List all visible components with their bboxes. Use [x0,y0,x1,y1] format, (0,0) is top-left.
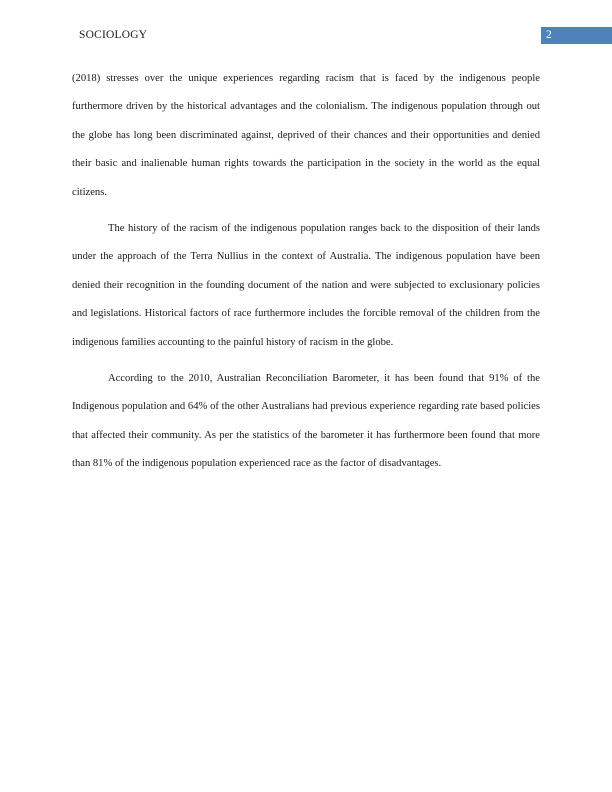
page-number: 2 [546,29,552,41]
paragraph-continued: (2018) stresses over the unique experiences regarding racism that is faced by the indigenous people furthermore driven by the historical advantages and the colonialism. The indigenous population through out the globe has long been discriminated against, deprived of their chances and their opportunities and denied their basic and inalienable human rights towards the participation in the society in the world as the equal citizens. [72,73,540,198]
paragraph-history: The history of the racism of the indigenous population ranges back to the disposition of their lands under the approach of the Terra Nullius in the context of Australia. The indigenous population have been denied their recognition in the founding document of the nation and were subjected to exclusionary policies and legislations. Historical factors of race furthermore includes the forcible removal of the children from the indigenous families accounting to the painful history of racism in the globe. [72,223,540,348]
document-body [72,65,540,487]
page-number-badge [541,27,612,44]
running-head-title: SOCIOLOGY [79,29,148,41]
paragraph-barometer: According to the 2010, Australian Reconciliation Barometer, it has been found that 91% of the Indigenous population and 64% of the other Australians had previous experience regarding rate based policies that affected their community. As per the statistics of the barometer it has furthermore been found that more than 81% of the indigenous population experienced race as the factor of disadvantages. [72,373,540,470]
